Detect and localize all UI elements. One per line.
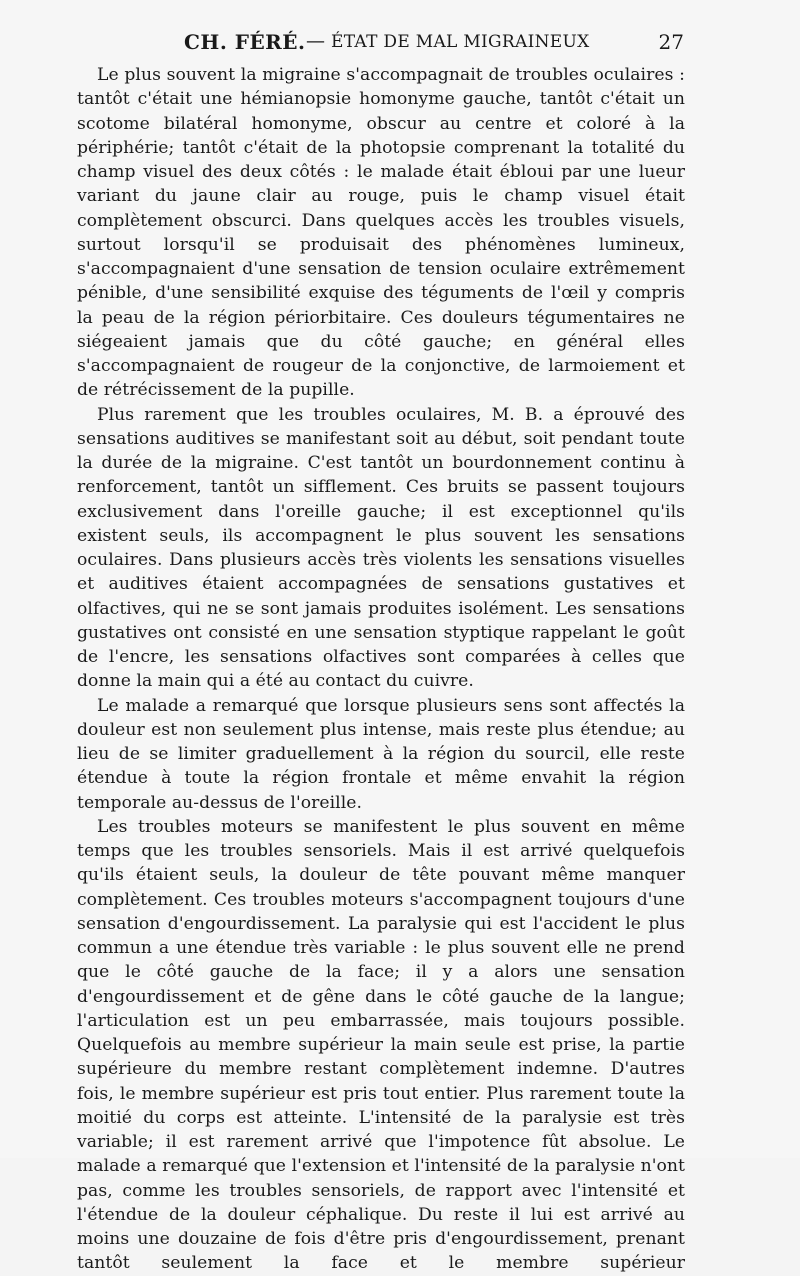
paragraph-pain-extent: Le malade a remarqué que lorsque plusieurs sens sont affectés la douleur est non seulement plus intense, mais reste plus étendue; au lieu de se limiter graduellement à la région du sourcil, elle reste étendue à toute la région frontale et même envahit la région temporale au-dessus de l'oreille. bbox=[77, 695, 685, 813]
paragraph-auditory-sensations: Plus rarement que les troubles oculaires, M. B. a éprouvé des sensations auditives se manifestant soit au début, soit pendant toute la durée de la migraine. C'est tantôt un bourdonnement continu à renforcement, tantôt un sifflement. Ces bruits se passent toujours exclusivement dans l'oreille gauche; il est exceptionnel qu'ils existent seuls, ils accompagnent le plus souvent les sensations oculaires. Dans plusieurs accès très violents les sensations visuelles et auditives étaient accompagnées de sensations gustatives et olfactives, qui ne se sont jamais produites isolément. Les sensations gustatives ont consisté en une sensation styptique rappelant le goût de l'encre, les sensations olfactives sont comparées à celles que donne la main qui a été au contact du cuivre. bbox=[77, 404, 685, 692]
header-title: ÉTAT DE MAL MIGRAINEUX bbox=[331, 32, 590, 52]
header-dash: — bbox=[306, 30, 325, 52]
paragraph-ocular-troubles: Le plus souvent la migraine s'accompagnait de troubles oculaires : tantôt c'était une hémianopsie homonyme gauche, tantôt c'était un scotome bilatéral homonyme, obscur au centre et coloré à la périphérie; tantôt c'était de la photopsie comprenant la totalité du champ visuel des deux côtés : le malade était ébloui par une lueur variant du jaune clair au rouge, puis le champ visuel était complètement obscurci. Dans quelques accès les troubles visuels, surtout lorsqu'il se produisait des phénomènes lumineux, s'accompagnaient d'une sensation de tension oculaire extrêmement pénible, d'une sensibilité exquise des téguments de l'œil y compris la peau de la région périorbitaire. Ces douleurs tégumentaires ne siégeaient jamais que du côté gauche; en général elles s'accompagnaient de rougeur de la conjonctive, de larmoiement et de rétrécissement de la pupille. bbox=[77, 65, 685, 401]
header-author: CH. FÉRÉ. bbox=[184, 30, 306, 54]
running-header bbox=[78, 30, 684, 60]
page-number: 27 bbox=[658, 30, 684, 54]
body-text bbox=[77, 63, 685, 1276]
paragraph-motor-troubles: Les troubles moteurs se manifestent le plus souvent en même temps que les troubles sensoriels. Mais il est arrivé quelquefois qu'ils étaient seuls, la douleur de tête pouvant même manquer complètement. Ces troubles moteurs s'accompagnent toujours d'une sensation d'engourdissement. La paralysie qui est l'accident le plus commun a une étendue très variable : le plus souvent elle ne prend que le côté gauche de la face; il y a alors une sensation d'engourdissement et de gêne dans le côté gauche de la langue; l'articulation est un peu embarrassée, mais toujours possible. Quelquefois au membre supérieur la main seule est prise, la partie supérieure du membre restant complètement indemne. D'autres fois, le membre supérieur est pris tout entier. Plus rarement toute la moitié du corps est atteinte. L'intensité de la paralysie est très variable; il est rarement arrivé que l'impotence fût absolue. Le malade a remarqué que l'extension et l'intensité de la paralysie n'ont pas, comme les troubles sensoriels, de rapport avec l'intensité et l'étendue de la douleur céphalique. Du reste il lui est arrivé au moins une douzaine de fois d'être pris d'engourdissement, prenant tantôt seulement la face et le membre supérieur bbox=[77, 816, 685, 1274]
